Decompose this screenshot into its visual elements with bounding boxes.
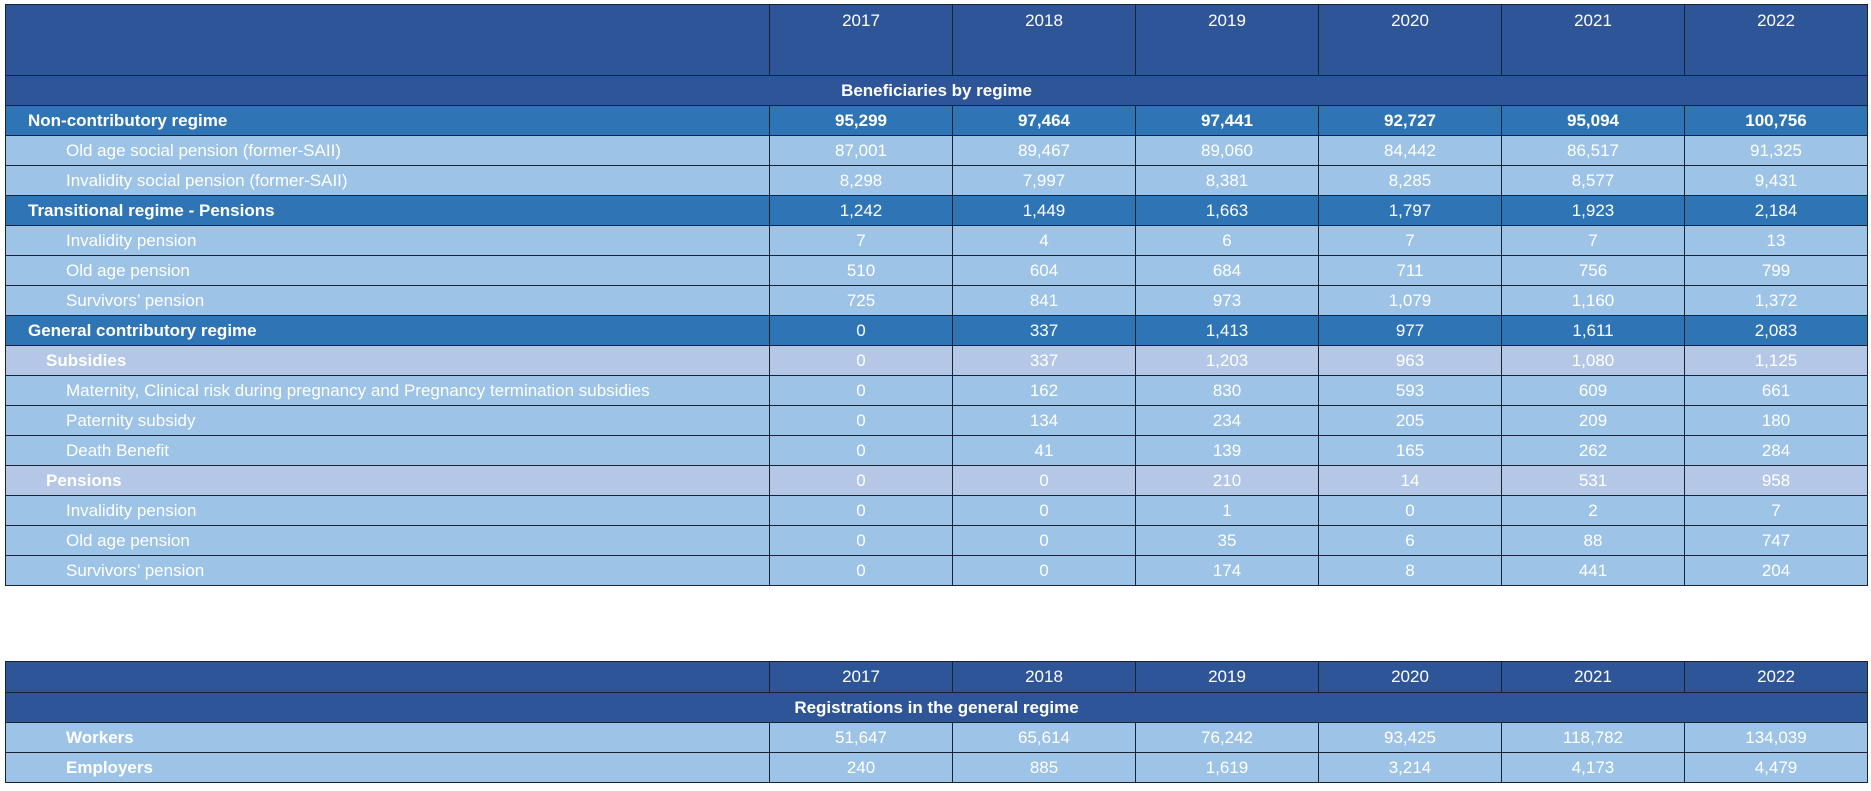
section-title: Beneficiaries by regime [6,76,1868,106]
value-cell: 1,125 [1685,346,1868,376]
value-cell: 841 [953,286,1136,316]
value-cell: 958 [1685,466,1868,496]
value-cell: 41 [953,436,1136,466]
value-cell: 95,299 [770,106,953,136]
value-cell: 1,611 [1502,316,1685,346]
value-cell: 205 [1319,406,1502,436]
value-cell: 0 [770,376,953,406]
value-cell: 684 [1136,256,1319,286]
year-header: 2018 [953,662,1136,693]
year-header: 2021 [1502,5,1685,76]
value-cell: 6 [1319,526,1502,556]
table-row [6,526,1868,556]
value-cell: 830 [1136,376,1319,406]
table-row [6,406,1868,436]
value-cell: 973 [1136,286,1319,316]
value-cell: 0 [770,526,953,556]
value-cell: 209 [1502,406,1685,436]
value-cell: 87,001 [770,136,953,166]
section-title: Registrations in the general regime [6,693,1868,723]
value-cell: 86,517 [1502,136,1685,166]
table-row [6,436,1868,466]
row-label: Survivors’ pension [6,556,770,586]
year-header-row [6,5,1868,76]
value-cell: 1,449 [953,196,1136,226]
table-row [6,286,1868,316]
value-cell: 139 [1136,436,1319,466]
row-label: Old age pension [6,256,770,286]
value-cell: 134 [953,406,1136,436]
value-cell: 4 [953,226,1136,256]
value-cell: 95,094 [1502,106,1685,136]
table-row [6,556,1868,586]
year-header: 2017 [770,5,953,76]
value-cell: 725 [770,286,953,316]
value-cell: 963 [1319,346,1502,376]
value-cell: 1,372 [1685,286,1868,316]
row-label: Maternity, Clinical risk during pregnancy and Pregnancy termination subsidies [6,376,770,406]
value-cell: 35 [1136,526,1319,556]
row-label: Non-contributory regime [6,106,770,136]
value-cell: 1,413 [1136,316,1319,346]
value-cell: 0 [953,526,1136,556]
value-cell: 8,285 [1319,166,1502,196]
value-cell: 531 [1502,466,1685,496]
year-header-row [6,662,1868,693]
value-cell: 3,214 [1319,753,1502,783]
year-header: 2020 [1319,5,1502,76]
value-cell: 8,298 [770,166,953,196]
value-cell: 97,464 [953,106,1136,136]
table-row [6,753,1868,783]
value-cell: 1,242 [770,196,953,226]
value-cell: 7 [1685,496,1868,526]
value-cell: 711 [1319,256,1502,286]
value-cell: 51,647 [770,723,953,753]
value-cell: 88 [1502,526,1685,556]
table-row [6,196,1868,226]
value-cell: 0 [770,496,953,526]
value-cell: 337 [953,346,1136,376]
value-cell: 756 [1502,256,1685,286]
value-cell: 8 [1319,556,1502,586]
value-cell: 0 [770,436,953,466]
value-cell: 0 [770,556,953,586]
table-row [6,226,1868,256]
value-cell: 593 [1319,376,1502,406]
value-cell: 134,039 [1685,723,1868,753]
value-cell: 89,060 [1136,136,1319,166]
row-label: Old age pension [6,526,770,556]
value-cell: 1 [1136,496,1319,526]
beneficiaries-table [5,4,1868,586]
row-label: Pensions [6,466,770,496]
value-cell: 0 [770,316,953,346]
value-cell: 510 [770,256,953,286]
value-cell: 234 [1136,406,1319,436]
row-label: Invalidity pension [6,496,770,526]
value-cell: 747 [1685,526,1868,556]
section-title-row [6,693,1868,723]
table-row [6,316,1868,346]
value-cell: 204 [1685,556,1868,586]
value-cell: 0 [770,406,953,436]
registrations-table [5,661,1868,783]
value-cell: 337 [953,316,1136,346]
value-cell: 89,467 [953,136,1136,166]
value-cell: 92,727 [1319,106,1502,136]
value-cell: 180 [1685,406,1868,436]
value-cell: 8,381 [1136,166,1319,196]
value-cell: 7 [1319,226,1502,256]
value-cell: 13 [1685,226,1868,256]
row-label: Survivors’ pension [6,286,770,316]
value-cell: 100,756 [1685,106,1868,136]
row-label: Invalidity pension [6,226,770,256]
value-cell: 977 [1319,316,1502,346]
value-cell: 14 [1319,466,1502,496]
row-label: Subsidies [6,346,770,376]
value-cell: 1,203 [1136,346,1319,376]
value-cell: 65,614 [953,723,1136,753]
value-cell: 799 [1685,256,1868,286]
value-cell: 1,079 [1319,286,1502,316]
value-cell: 9,431 [1685,166,1868,196]
value-cell: 1,080 [1502,346,1685,376]
row-label: General contributory regime [6,316,770,346]
header-blank-cell [6,5,770,76]
value-cell: 0 [953,496,1136,526]
year-header: 2020 [1319,662,1502,693]
value-cell: 441 [1502,556,1685,586]
value-cell: 165 [1319,436,1502,466]
value-cell: 4,173 [1502,753,1685,783]
table-row [6,136,1868,166]
table-row [6,723,1868,753]
value-cell: 1,663 [1136,196,1319,226]
value-cell: 8,577 [1502,166,1685,196]
value-cell: 1,797 [1319,196,1502,226]
value-cell: 174 [1136,556,1319,586]
value-cell: 262 [1502,436,1685,466]
year-header: 2019 [1136,5,1319,76]
header-blank-cell [6,662,770,693]
year-header: 2021 [1502,662,1685,693]
year-header: 2019 [1136,662,1319,693]
value-cell: 118,782 [1502,723,1685,753]
value-cell: 1,923 [1502,196,1685,226]
value-cell: 1,619 [1136,753,1319,783]
section-title-row [6,76,1868,106]
value-cell: 0 [1319,496,1502,526]
value-cell: 885 [953,753,1136,783]
value-cell: 84,442 [1319,136,1502,166]
value-cell: 6 [1136,226,1319,256]
value-cell: 7 [1502,226,1685,256]
value-cell: 284 [1685,436,1868,466]
row-label: Transitional regime - Pensions [6,196,770,226]
row-label: Invalidity social pension (former-SAII) [6,166,770,196]
row-label: Paternity subsidy [6,406,770,436]
value-cell: 2,083 [1685,316,1868,346]
value-cell: 2 [1502,496,1685,526]
value-cell: 0 [770,466,953,496]
year-header: 2022 [1685,5,1868,76]
value-cell: 4,479 [1685,753,1868,783]
table-row [6,376,1868,406]
year-header: 2017 [770,662,953,693]
value-cell: 0 [953,466,1136,496]
value-cell: 7,997 [953,166,1136,196]
value-cell: 7 [770,226,953,256]
value-cell: 93,425 [1319,723,1502,753]
value-cell: 91,325 [1685,136,1868,166]
value-cell: 661 [1685,376,1868,406]
year-header: 2022 [1685,662,1868,693]
table-row [6,346,1868,376]
value-cell: 0 [770,346,953,376]
row-label: Employers [6,753,770,783]
value-cell: 97,441 [1136,106,1319,136]
value-cell: 210 [1136,466,1319,496]
value-cell: 162 [953,376,1136,406]
value-cell: 604 [953,256,1136,286]
value-cell: 76,242 [1136,723,1319,753]
table-row [6,106,1868,136]
table-row [6,166,1868,196]
year-header: 2018 [953,5,1136,76]
table-row [6,466,1868,496]
table-row [6,256,1868,286]
value-cell: 2,184 [1685,196,1868,226]
value-cell: 609 [1502,376,1685,406]
row-label: Death Benefit [6,436,770,466]
row-label: Old age social pension (former-SAII) [6,136,770,166]
value-cell: 0 [953,556,1136,586]
row-label: Workers [6,723,770,753]
table-row [6,496,1868,526]
value-cell: 240 [770,753,953,783]
value-cell: 1,160 [1502,286,1685,316]
